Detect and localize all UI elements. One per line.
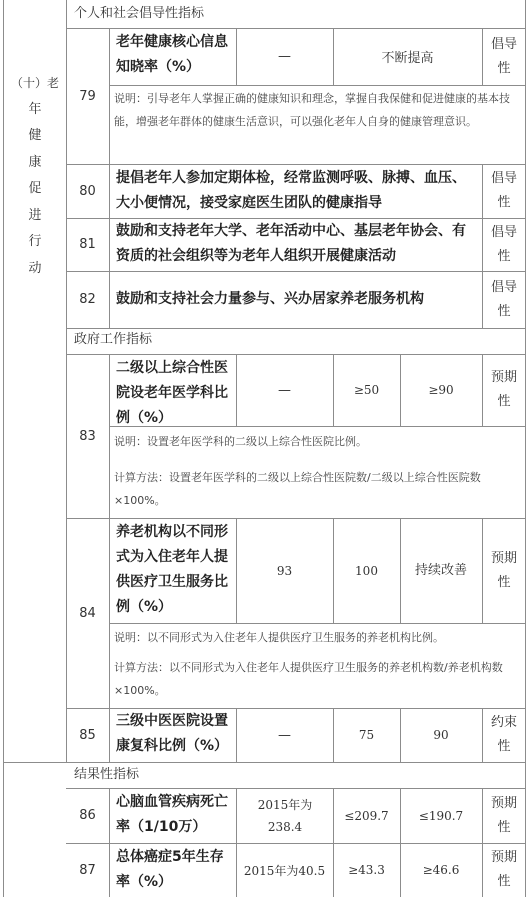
col-divider-type	[482, 708, 483, 762]
indicator-type: 预期性	[490, 850, 517, 889]
target-2020-value: ≥43.3	[348, 863, 385, 877]
section-header-advocacy: 个人和社会倡导性指标	[74, 6, 205, 21]
target-2020-value: ≥50	[353, 383, 380, 397]
target-2030-value: 90	[433, 728, 449, 742]
indicator-type: 倡导性	[490, 279, 517, 319]
col-divider-type	[482, 354, 483, 426]
indicator-name: 鼓励和支持老年大学、老年活动中心、基层老年协会、有资质的社会组织等为老年人组织开展健康活动	[116, 223, 466, 264]
indicator-note: 说明：引导老年人掌握正确的健康知识和理念，掌握自我保健和促进健康的基本技能，增强老年群体的健康生活意识，可以强化老年人自身的健康管理意识。	[114, 92, 510, 128]
col-divider-id	[109, 354, 110, 762]
category-label-paren: （十）老	[10, 76, 59, 90]
row-id: 81	[79, 237, 96, 252]
row-divider	[109, 85, 526, 86]
row-id: 79	[79, 88, 96, 104]
indicator-type: 预期性	[490, 795, 517, 835]
indicator-name: 总体癌症5年生存率（%）	[116, 849, 224, 890]
indicator-type: 倡导性	[490, 36, 517, 76]
row-id: 83	[79, 428, 96, 444]
baseline-value: 2015年为40.5	[243, 863, 326, 878]
category-char: 年	[28, 101, 42, 117]
category-char: 进	[28, 207, 42, 223]
row-divider	[66, 164, 526, 165]
row-divider	[66, 328, 526, 329]
col-divider-type	[482, 28, 483, 85]
category-char: 促	[28, 181, 42, 196]
row-id: 84	[79, 605, 96, 621]
col-divider-2020	[400, 518, 401, 623]
indicator-name: 提倡老年人参加定期体检，经常监测呼吸、脉搏、血压、大小便情况，接受家庭医生团队的健康指导	[116, 170, 466, 211]
indicator-name: 三级中医医院设置康复科比例（%）	[116, 713, 229, 754]
indicator-note: 计算方法：设置老年医学科的二级以上综合性医院数/二级以上综合性医院数×100%。	[114, 471, 481, 507]
col-divider-id	[109, 28, 110, 328]
baseline-value: 93	[276, 563, 293, 578]
indicator-note: 说明：设置老年医学科的二级以上综合性医院比例。	[114, 435, 367, 448]
indicator-name: 心脑血管疾病死亡率（1/10万）	[116, 794, 228, 835]
row-id: 87	[79, 862, 96, 878]
indicator-note: 计算方法：以不同形式为入住老年人提供医疗卫生服务的养老机构数/养老机构数×100%。	[114, 661, 503, 697]
indicator-type: 预期性	[490, 370, 517, 409]
row-id: 82	[79, 292, 96, 307]
indicator-name: 养老机构以不同形式为入住老年人提供医疗卫生服务比例（%）	[116, 524, 228, 615]
baseline-value: —	[278, 727, 291, 743]
target-2030-value: ≥46.6	[422, 863, 460, 877]
indicator-name: 鼓励和支持社会力量参与、兴办居家养老服务机构	[116, 291, 424, 307]
target-2030-value: 持续改善	[414, 562, 467, 578]
target-2020-value: ≤209.7	[344, 808, 389, 823]
indicator-name: 老年健康核心信息知晓率（%）	[116, 34, 228, 75]
category-char: 康	[28, 154, 42, 170]
indicator-type: 倡导性	[490, 171, 517, 210]
col-divider-type	[482, 164, 483, 328]
row-id: 86	[79, 808, 96, 823]
category-label	[4, 70, 66, 282]
baseline-value: 2015年为238.4	[257, 797, 313, 834]
baseline-value: —	[278, 382, 291, 398]
indicator-note: 说明：以不同形式为入住老年人提供医疗卫生服务的养老机构比例。	[114, 631, 444, 644]
category-char: 健	[28, 128, 42, 143]
target-2020-value: 75	[358, 728, 375, 742]
target-2030-value: ≥90	[428, 383, 454, 397]
section-header-outcome: 结果性指标	[74, 767, 140, 782]
row-divider	[3, 762, 526, 763]
row-divider	[109, 623, 526, 624]
category-char: 行	[28, 234, 42, 249]
row-id: 80	[79, 183, 96, 199]
category-char: 动	[28, 260, 42, 276]
target-value: 不断提高	[381, 51, 434, 66]
indicator-type: 约束性	[490, 715, 517, 754]
target-2020-value: 100	[355, 563, 378, 578]
section-header-government: 政府工作指标	[74, 332, 153, 347]
col-divider-type	[482, 518, 483, 623]
indicator-type: 预期性	[490, 550, 517, 590]
row-id: 85	[79, 727, 96, 743]
indicator-name: 二级以上综合性医院设老年医学科比例（%）	[116, 360, 228, 426]
baseline-value: —	[278, 49, 291, 64]
indicator-type: 倡导性	[490, 224, 517, 264]
target-2030-value: ≤190.7	[418, 808, 464, 823]
